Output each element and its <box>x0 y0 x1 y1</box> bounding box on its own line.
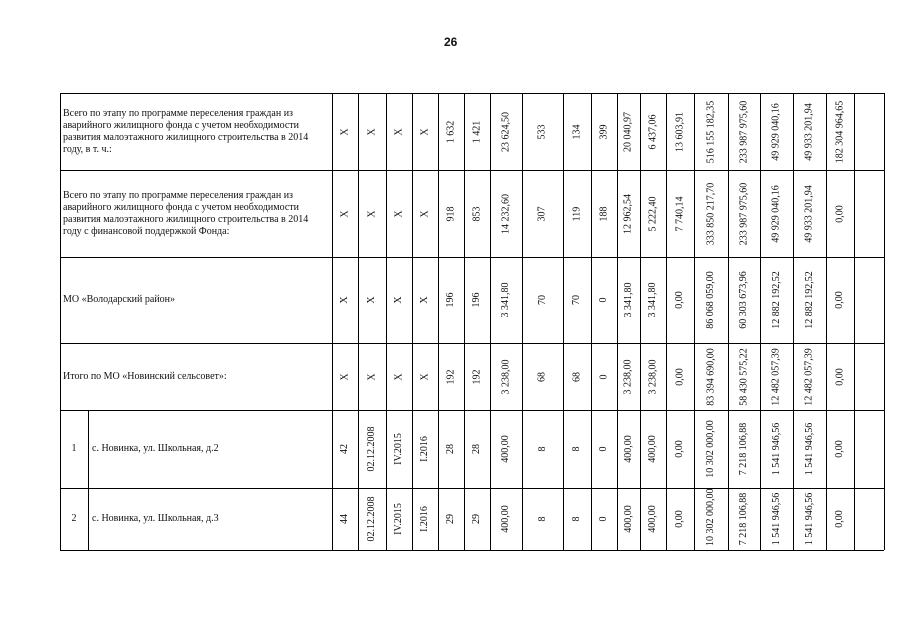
table-cell: 0 <box>598 516 609 522</box>
table-cell: 0 <box>598 446 609 452</box>
table-cell: 0,00 <box>674 291 685 309</box>
table-cell: X <box>419 372 430 381</box>
table-cell: 3 238,00 <box>622 359 634 394</box>
table-cell: 7 218 106,88 <box>738 422 749 476</box>
row-label: Итого по МО «Новинский сельсовет»: <box>63 370 227 382</box>
table-cell: 1 541 946,56 <box>803 492 815 546</box>
table-cell: 49 933 201,94 <box>803 102 815 161</box>
table-cell: 13 603,91 <box>674 111 685 152</box>
table-cell: 8 <box>571 446 582 452</box>
page-number: 26 <box>444 35 458 49</box>
table-cell: 0,00 <box>674 440 685 458</box>
column-line <box>694 93 695 550</box>
column-line <box>666 93 667 550</box>
number-column-line <box>88 410 89 550</box>
table-cell: 8 <box>536 446 548 452</box>
table-cell: 68 <box>536 371 548 382</box>
table-cell: 8 <box>536 516 548 522</box>
table-cell: 333 850 217,70 <box>705 182 716 245</box>
row-line <box>60 550 884 551</box>
table-cell: 0,00 <box>834 510 845 528</box>
table-cell: 1 632 <box>445 120 456 143</box>
table-cell: IV.2015 <box>393 433 404 465</box>
table-cell: X <box>393 209 404 218</box>
table-cell: 196 <box>471 292 482 308</box>
table-cell: 10 302 000,00 <box>705 488 716 546</box>
table-cell: X <box>419 296 430 304</box>
column-line <box>591 93 592 550</box>
table-cell: 0,00 <box>834 204 845 223</box>
table-cell: 70 <box>536 295 548 305</box>
table-cell: 7 218 106,88 <box>738 492 749 546</box>
table-cell: 6 437,06 <box>647 114 658 149</box>
column-line <box>884 93 885 550</box>
column-line <box>760 93 761 550</box>
table-cell: X <box>366 296 377 304</box>
table-cell: 400,00 <box>622 505 634 533</box>
table-cell: 533 <box>536 124 548 139</box>
table-cell: 1 421 <box>471 120 482 143</box>
table-cell: 02.12.2008 <box>366 496 377 542</box>
table-cell: 1 541 946,56 <box>770 492 782 546</box>
column-line <box>464 93 465 550</box>
table-cell: 3 341,80 <box>500 282 511 318</box>
row-label: с. Новинка, ул. Школьная, д.3 <box>92 513 219 524</box>
table-cell: 918 <box>445 206 456 221</box>
table-cell: 12 482 057,39 <box>803 347 815 406</box>
column-line <box>728 93 729 550</box>
table-cell: X <box>393 127 404 136</box>
column-line <box>617 93 618 550</box>
table-cell: 49 933 201,94 <box>803 184 815 243</box>
table-cell: 400,00 <box>647 505 658 533</box>
column-line <box>358 93 359 550</box>
table-cell: 44 <box>339 514 350 524</box>
table-cell: 12 482 057,39 <box>770 347 782 406</box>
row-label: Всего по этапу по программе переселения граждан из аварийного жилищного фонда с учетом необходимости развития малоэтажного жилищного строительства в 2014 году, в т. ч.: <box>63 107 309 155</box>
table-cell: 20 040,97 <box>622 111 634 152</box>
row-label: Всего по этапу по программе переселения граждан из аварийного жилищного фонда с учетом необходимости развития малоэтажного жилищного строительства в 2014 году с финансовой поддержкой Фонда: <box>63 189 309 237</box>
table-cell: 86 068 059,00 <box>705 271 716 329</box>
table-cell: 68 <box>571 371 582 382</box>
table-cell: 3 341,80 <box>647 282 658 318</box>
column-line <box>522 93 523 550</box>
table-cell: 12 882 192,52 <box>770 271 782 329</box>
table-cell: 192 <box>471 369 482 384</box>
table-cell: X <box>339 296 350 304</box>
table-cell: 0,00 <box>834 291 845 309</box>
column-line <box>854 93 855 550</box>
table-cell: 233 987 975,60 <box>738 182 749 245</box>
table-cell: X <box>339 209 350 218</box>
table-cell: 1 541 946,56 <box>803 422 815 476</box>
table-cell: 853 <box>471 206 482 221</box>
table-cell: 182 304 964,65 <box>834 100 845 163</box>
table-cell: 5 222,40 <box>647 196 658 231</box>
table-cell: 3 341,80 <box>622 282 634 318</box>
table-cell: 3 238,00 <box>500 359 511 394</box>
column-line <box>386 93 387 550</box>
column-line <box>412 93 413 550</box>
column-line <box>826 93 827 550</box>
column-line <box>793 93 794 550</box>
table-cell: 0 <box>598 297 609 303</box>
table-cell: 49 929 040,16 <box>770 102 782 161</box>
table-cell: 196 <box>445 292 456 308</box>
column-line <box>640 93 641 550</box>
table-cell: 28 <box>445 444 456 454</box>
table-cell: 60 303 673,96 <box>738 271 749 329</box>
table-cell: 0,00 <box>834 440 845 458</box>
table-cell: 0,00 <box>674 367 685 386</box>
table-cell: IV.2015 <box>393 503 404 535</box>
table-cell: 3 238,00 <box>647 359 658 394</box>
table-cell: X <box>339 372 350 381</box>
table-cell: 12 882 192,52 <box>803 271 815 329</box>
table-cell: X <box>366 209 377 218</box>
table-cell: 516 155 182,35 <box>705 100 716 163</box>
table-cell: 0,00 <box>834 367 845 386</box>
row-number: 1 <box>71 443 77 454</box>
column-line <box>332 93 333 550</box>
table-cell: 400,00 <box>500 435 511 463</box>
table-cell: 42 <box>339 444 350 454</box>
table-cell: 0,00 <box>674 510 685 528</box>
table-cell: X <box>366 372 377 381</box>
table-cell: 7 740,14 <box>674 196 685 231</box>
row-number: 2 <box>71 513 77 524</box>
table-cell: 307 <box>536 206 548 221</box>
table-cell: 8 <box>571 516 582 522</box>
table-cell: X <box>419 127 430 136</box>
table-cell: I.2016 <box>419 506 430 532</box>
table-cell: X <box>419 209 430 218</box>
table-cell: 58 430 575,22 <box>738 347 749 406</box>
table-cell: 400,00 <box>647 435 658 463</box>
table-cell: 188 <box>598 206 609 221</box>
table-cell: 1 541 946,56 <box>770 422 782 476</box>
table-cell: 14 232,60 <box>500 193 511 234</box>
table-cell: 233 987 975,60 <box>738 100 749 163</box>
table-cell: 83 394 690,00 <box>705 347 716 406</box>
table-cell: X <box>366 127 377 136</box>
table-cell: 192 <box>445 369 456 384</box>
table-cell: 12 962,54 <box>622 193 634 234</box>
table-cell: X <box>339 127 350 136</box>
table-cell: 29 <box>445 514 456 524</box>
table-cell: 400,00 <box>622 435 634 463</box>
table-cell: 119 <box>571 206 582 221</box>
table-cell: X <box>393 296 404 304</box>
column-line <box>438 93 439 550</box>
table-cell: 400,00 <box>500 505 511 533</box>
row-label: МО «Володарский район» <box>63 294 176 305</box>
table-cell: 49 929 040,16 <box>770 184 782 243</box>
table-cell: 70 <box>571 295 582 305</box>
table-cell: I.2016 <box>419 436 430 462</box>
column-line <box>563 93 564 550</box>
table-cell: 28 <box>471 444 482 454</box>
table-cell: X <box>393 372 404 381</box>
row-label: с. Новинка, ул. Школьная, д.2 <box>92 443 219 454</box>
table-cell: 23 624,50 <box>500 111 511 152</box>
table-cell: 02.12.2008 <box>366 426 377 472</box>
table-cell: 10 302 000,00 <box>705 420 716 478</box>
table-cell: 399 <box>598 124 609 139</box>
table-cell: 0 <box>598 374 609 379</box>
table-cell: 29 <box>471 514 482 524</box>
table-cell: 134 <box>571 124 582 139</box>
column-line <box>490 93 491 550</box>
